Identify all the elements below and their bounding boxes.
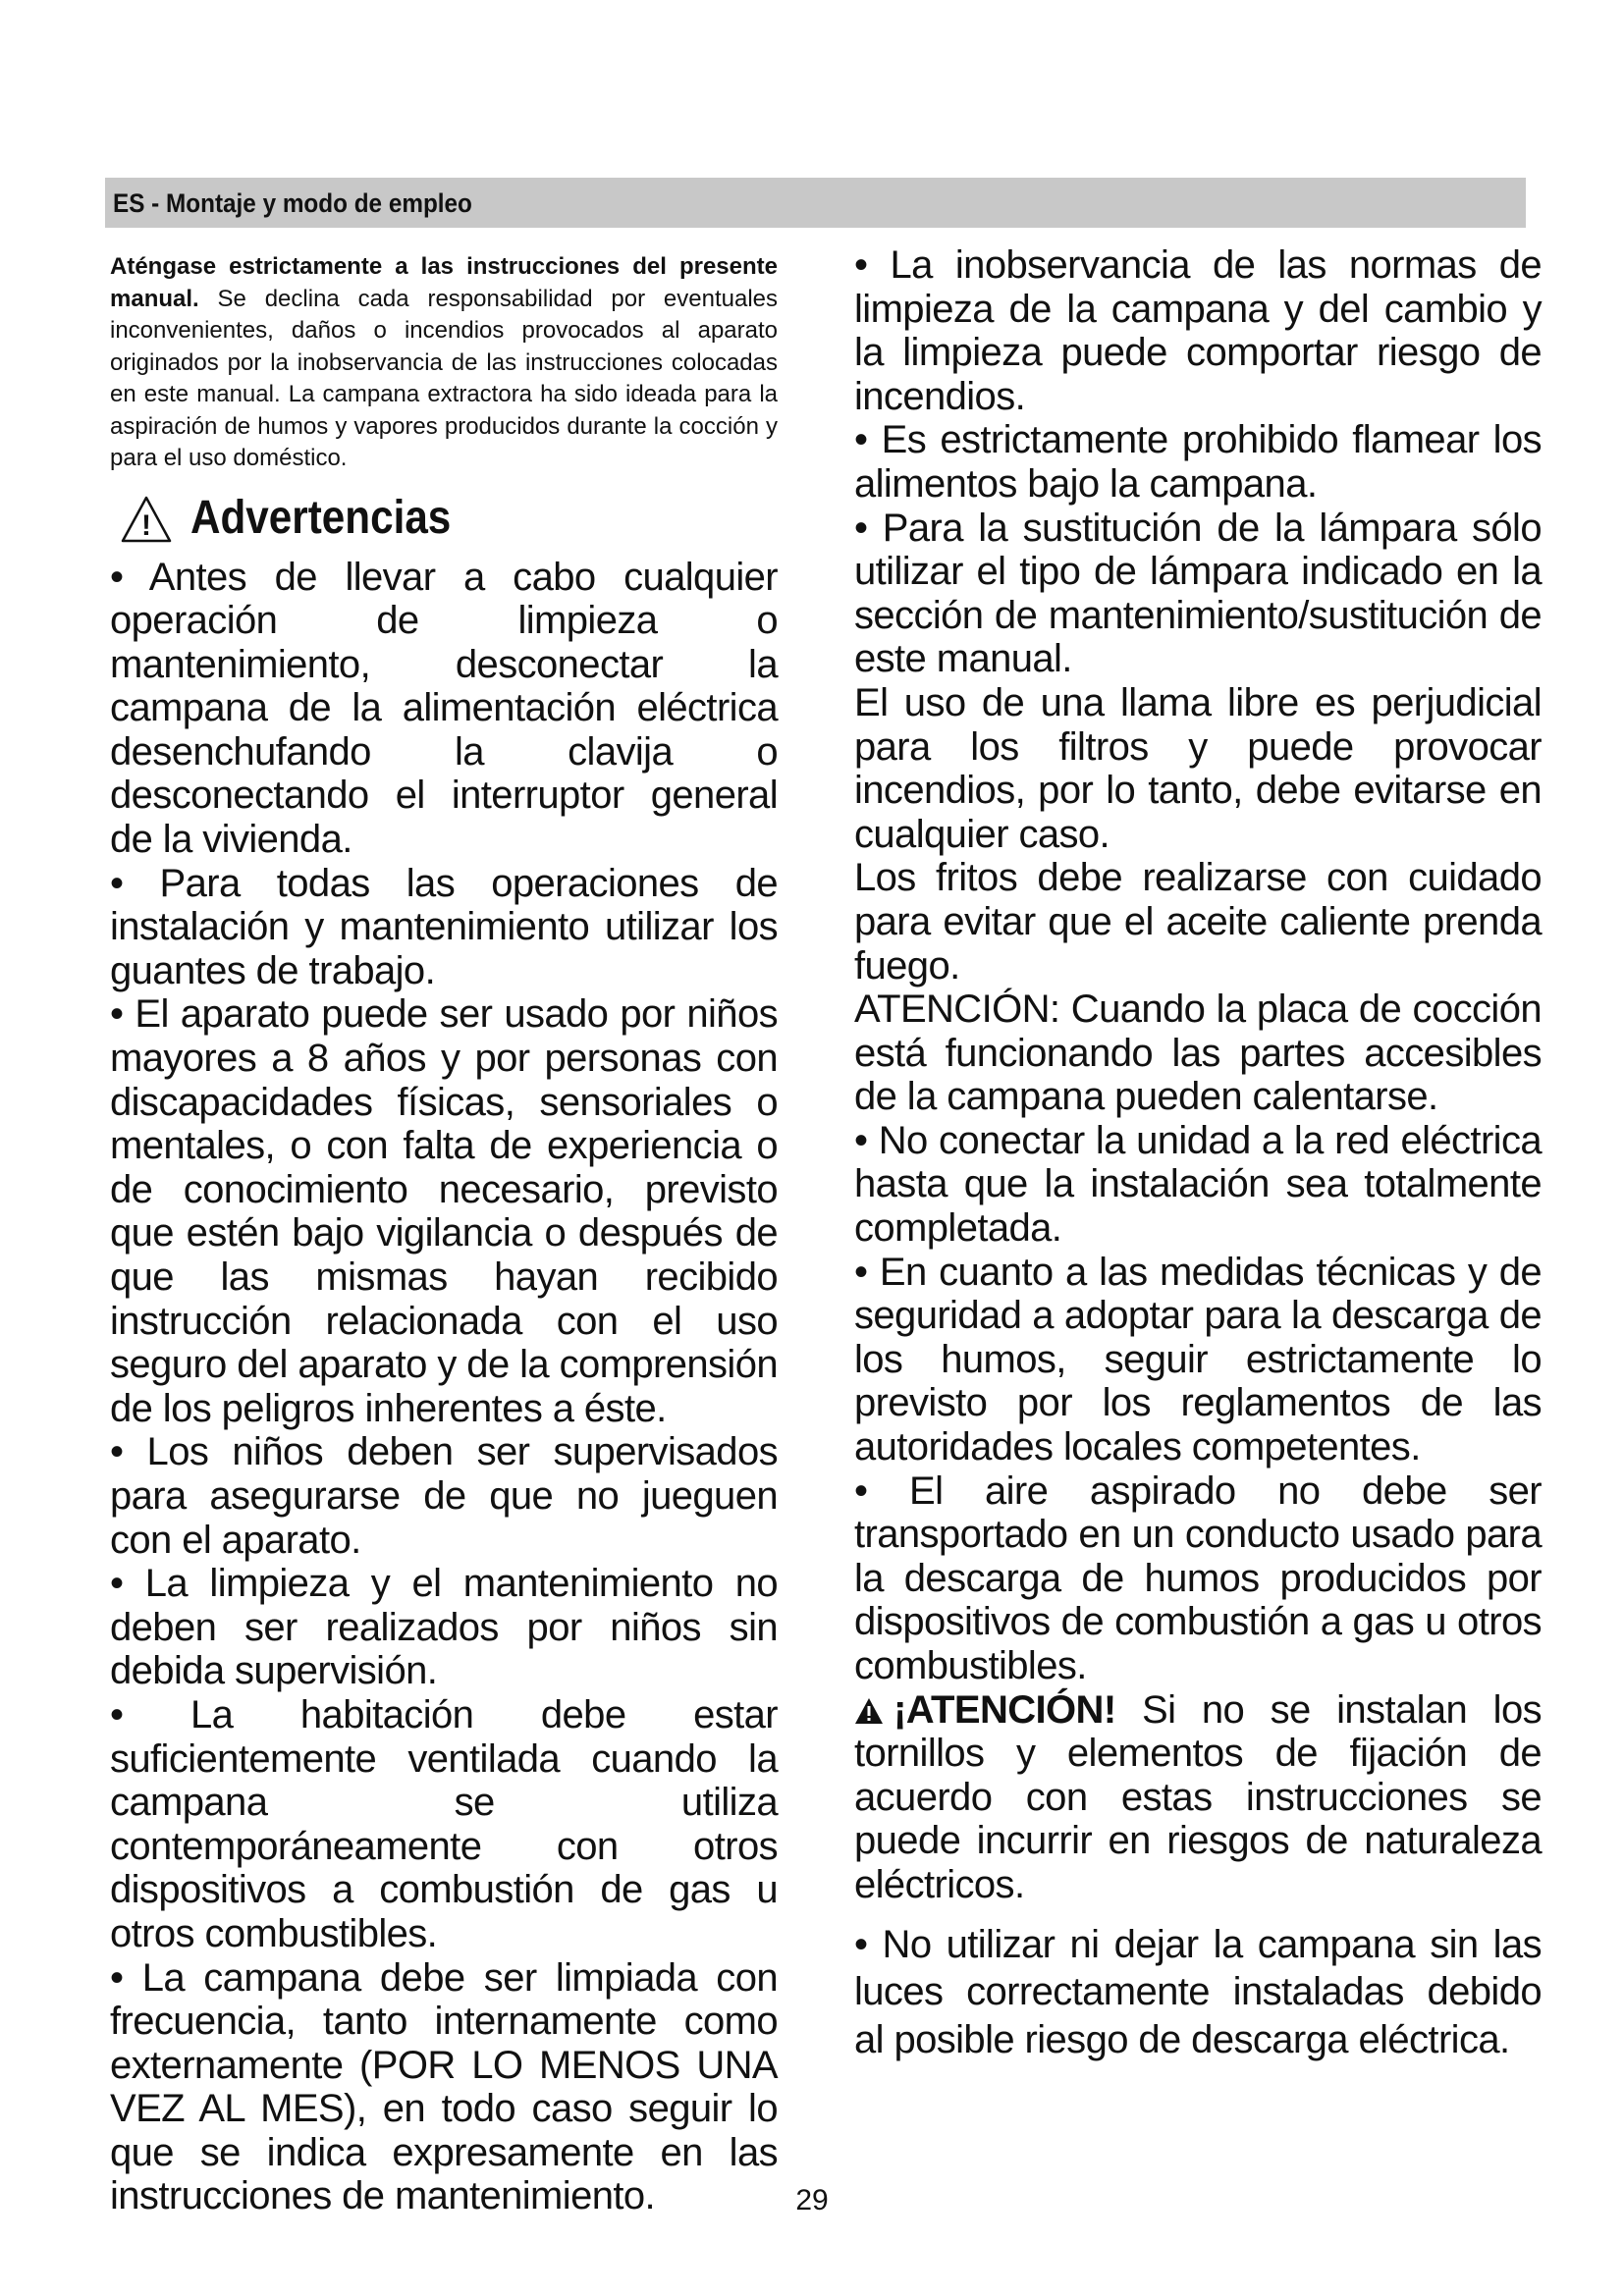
attention-text: Si no se instalan los tornillos y elementos de fijación de acuerdo con estas instrucciones se puede incurrir en riesgos de naturaleza eléctricos. (854, 1687, 1542, 1906)
warning-paragraph: ATENCIÓN: Cuando la placa de cocción está funcionando las partes accesibles de la campana pueden calentarse. (854, 988, 1542, 1119)
warning-filled-icon (854, 1697, 884, 1725)
warning-paragraph: • No conectar la unidad a la red eléctrica hasta que la instalación sea totalmente completada. (854, 1118, 1542, 1251)
warning-paragraph: El uso de una llama libre es perjudicial para los filtros y puede provocar incendios, por lo tanto, debe evitarse en cualquier caso. (854, 680, 1542, 856)
attention-label: ¡ATENCIÓN! (893, 1687, 1116, 1732)
section-header-title: ES - Montaje y modo de empleo (113, 188, 472, 218)
right-column (854, 243, 1542, 2063)
intro-paragraph (110, 251, 778, 475)
warning-paragraph: • No utilizar ni dejar la campana sin las luces correctamente instaladas debido al posible riesgo de descarga eléctrica. (854, 1922, 1542, 2061)
page-number: 29 (795, 2184, 829, 2216)
warnings-heading-text: Advertencias (190, 491, 452, 544)
svg-text:!: ! (141, 508, 151, 542)
warning-paragraph: • Para la sustitución de la lámpara sólo utilizar el tipo de lámpara indicado en la sección de mantenimiento/sustitución de este manual. (854, 506, 1542, 681)
warning-paragraph: • La campana debe ser limpiada con frecuencia, tanto internamente como externamente (POR LO MENOS UNA VEZ AL MES), en todo caso seguir lo que se indica expresamente en las instrucciones de mantenimiento. (110, 1955, 778, 2218)
warning-paragraph: • La habitación debe estar suficientemente ventilada cuando la campana se utiliza contemporáneamente con otros dispositivos a combustión de gas u otros combustibles. (110, 1692, 778, 1955)
warning-triangle-icon (120, 495, 173, 544)
warnings-heading (110, 489, 778, 548)
warning-paragraph: • Los niños deben ser supervisados para asegurarse de que no jueguen con el aparato. (110, 1430, 778, 1562)
warning-paragraph: • La inobservancia de las normas de limpieza de la campana y del cambio y la limpieza puede comportar riesgo de incendios. (854, 243, 1542, 418)
left-column (110, 251, 778, 2218)
warning-paragraph: Los fritos debe realizarse con cuidado para evitar que el aceite caliente prenda fuego. (854, 856, 1542, 988)
intro-bold-text: Aténgase estrictamente a las instrucciones del presente manual. (110, 253, 778, 312)
warning-paragraph: • Para todas las operaciones de instalación y mantenimiento utilizar los guantes de trabajo. (110, 861, 778, 992)
warning-paragraph: • El aparato puede ser usado por niños mayores a 8 años y por personas con discapacidades físicas, sensoriales o mentales, o con falta de experiencia o de conocimiento necesario, previsto que estén bajo vigilancia o después de que las mismas hayan recibido instrucción relacionada con el uso seguro del aparato y de la comprensión de los peligros inherentes a éste. (110, 992, 778, 1430)
warning-paragraph: • La limpieza y el mantenimiento no deben ser realizados por niños sin debida supervisión. (110, 1562, 778, 1693)
warning-paragraph: • Es estrictamente prohibido flamear los alimentos bajo la campana. (854, 418, 1542, 506)
warning-paragraph: • El aire aspirado no debe ser transportado en un conducto usado para la descarga de humos producidos por dispositivos de combustión a gas u otros combustibles. (854, 1468, 1542, 1687)
attention-paragraph (854, 1688, 1542, 1907)
section-header-bar (105, 178, 1526, 228)
warning-paragraph: • Antes de llevar a cabo cualquier operación de limpieza o mantenimiento, desconectar la campana de la alimentación eléctrica desenchufando la clavija o desconectando el interruptor general de la vivienda. (110, 555, 778, 862)
warning-paragraph: • En cuanto a las medidas técnicas y de seguridad a adoptar para la descarga de los humos, seguir estrictamente lo previsto por los reglamentos de las autoridades locales competentes. (854, 1250, 1542, 1469)
intro-text: Se declina cada responsabilidad por eventuales inconvenientes, daños o incendios provocados al aparato originados por la inobservancia de las instrucciones colocadas en este manual. La campana extractora ha sido ideada para la aspiración de humos y vapores producidos durante la cocción y para el uso doméstico. (110, 285, 778, 471)
